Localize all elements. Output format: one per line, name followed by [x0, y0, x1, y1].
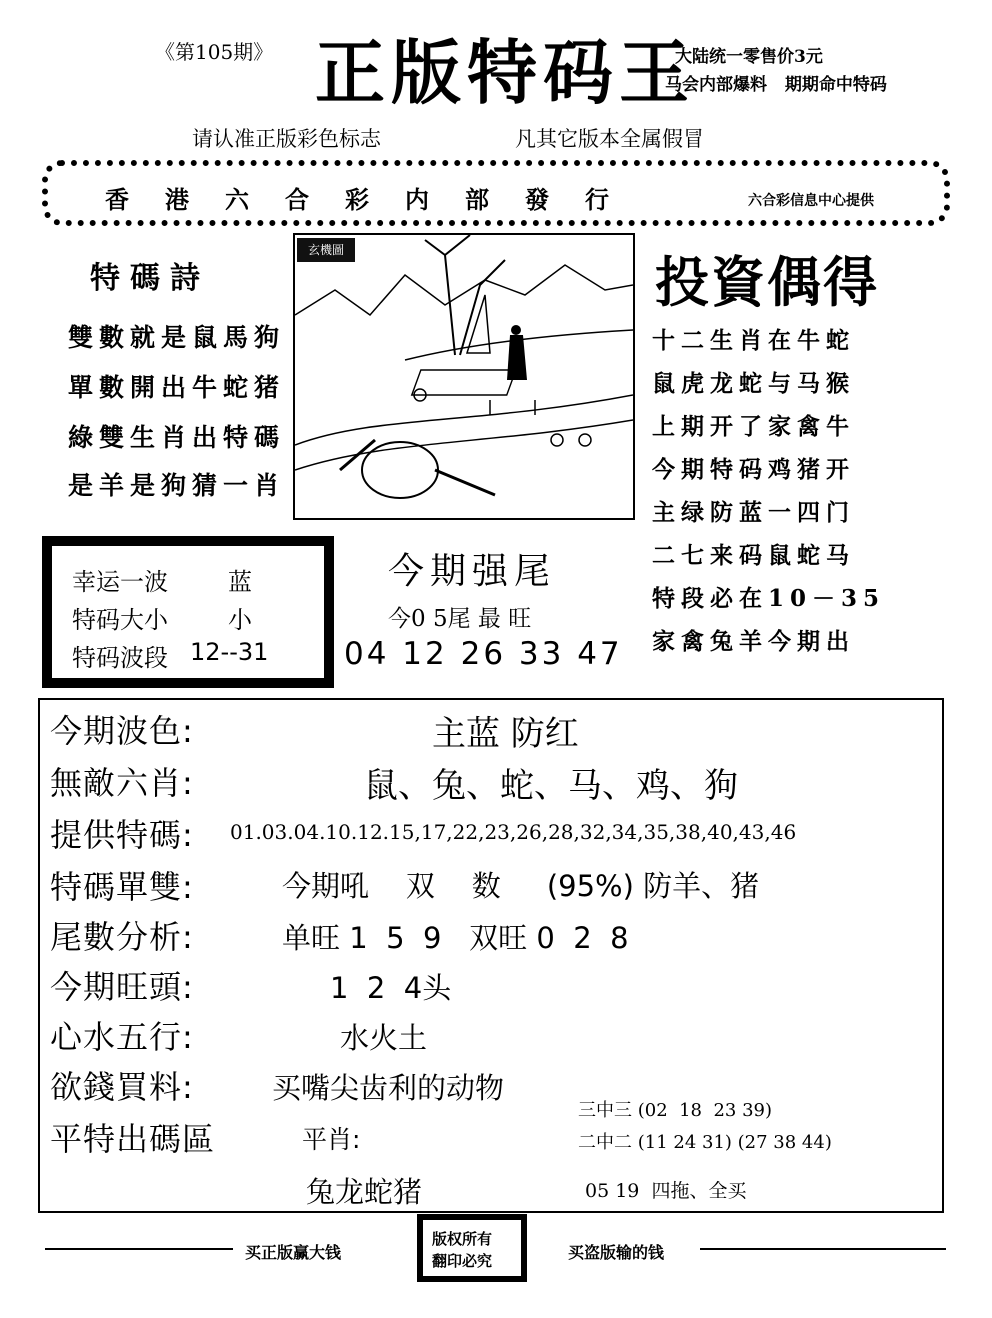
tip-line: 今期特码鸡猪开 [652, 456, 855, 483]
strong-tail-numbers: 04 12 26 33 47 [344, 636, 623, 672]
wave-value: 主蓝 防红 [432, 714, 579, 754]
lucky-value: 小 [228, 606, 252, 634]
page-title: 正版特码王 [315, 31, 695, 114]
odd-even-value: 今期吼 双 数 (95%) 防羊、猪 [282, 869, 760, 903]
poem-title: 特碼詩 [90, 261, 210, 296]
flat-zone-label: 平特出碼區 [50, 1120, 216, 1158]
six-animals-value: 鼠、兔、蛇、马、鸡、狗 [364, 766, 738, 806]
lucky-label: 特码波段 [72, 644, 168, 672]
tail-analysis-label: 尾數分析: [50, 918, 194, 956]
tail-analysis-value: 单旺 1 5 9 双旺 0 2 8 [282, 921, 629, 955]
flat-animal-label: 平肖: [302, 1125, 361, 1154]
lucky-value: 12--31 [190, 638, 269, 666]
tip-line: 家禽兔羊今期出 [652, 628, 855, 655]
element-value: 水火土 [340, 1021, 428, 1055]
tip-line: 鼠虎龙蛇与马猴 [652, 370, 855, 397]
banner-subtext: 六合彩信息中心提供 [748, 193, 874, 209]
footer-divider-right [700, 1248, 946, 1250]
issue-number: 《第105期》 [155, 40, 274, 64]
head-label: 今期旺頭: [50, 968, 194, 1006]
riddle-illustration [293, 233, 635, 520]
tip-line: 二七来码鼠蛇马 [652, 542, 855, 569]
element-label: 心水五行: [50, 1018, 194, 1056]
tip-line: 特段必在10－35 [652, 585, 886, 612]
flat-animal-value: 兔龙蛇猪 [306, 1175, 423, 1209]
lucky-value: 蓝 [228, 568, 252, 596]
tip-line: 上期开了家禽牛 [652, 413, 855, 440]
poem-line: 單數開出牛蛇猪 [68, 373, 286, 402]
footer-left-text: 买正版赢大钱 [245, 1243, 342, 1262]
three-of-three: 三中三 (02 18 23 39) [578, 1100, 772, 1121]
four-drag: 05 19 四拖、全买 [585, 1180, 747, 1202]
invest-title: 投資偶得 [655, 251, 879, 314]
poem-line: 雙數就是鼠馬狗 [68, 323, 286, 352]
tip-line: 主绿防蓝一四门 [652, 499, 855, 526]
banner-text: 香港六合彩内部發行 [105, 185, 645, 214]
notice-left: 请认准正版彩色标志 [192, 127, 381, 151]
copyright-line-1: 版权所有 [432, 1230, 493, 1248]
illustration-tag: 玄機圖 [297, 238, 355, 262]
notice-right: 凡其它版本全属假冒 [515, 127, 704, 151]
codes-value: 01.03.04.10.12.15,17,22,23,26,28,32,34,35,38,40,43,46 [230, 820, 797, 844]
buy-label: 欲錢買料: [50, 1068, 194, 1106]
landscape-icon [295, 235, 633, 518]
two-of-two: 二中二 (11 24 31) (27 38 44) [578, 1132, 832, 1153]
codes-label: 提供特碼: [50, 816, 194, 854]
six-animals-label: 無敵六肖: [50, 764, 194, 802]
strong-tail-sub: 今0 5尾 最 旺 [388, 606, 532, 632]
head-value: 1 2 4头 [330, 971, 452, 1005]
footer-divider-left [45, 1248, 233, 1250]
odd-even-label: 特碼單雙: [50, 868, 194, 906]
copyright-line-2: 翻印必究 [432, 1252, 493, 1270]
price-text: 大陆统一零售价3元 [675, 47, 823, 67]
tip-line: 十二生肖在牛蛇 [652, 327, 855, 354]
poem-line: 綠雙生肖出特碼 [68, 423, 286, 452]
lucky-label: 特码大小 [72, 606, 168, 634]
footer-right-text: 买盗版输的钱 [568, 1243, 665, 1262]
wave-label: 今期波色: [50, 712, 194, 750]
strong-tail-title: 今期强尾 [388, 551, 557, 592]
buy-value: 买嘴尖齿利的动物 [272, 1071, 505, 1105]
slogan-text: 马会内部爆料 期期命中特码 [665, 75, 887, 95]
lucky-label: 幸运一波 [72, 568, 168, 596]
poem-line: 是羊是狗猜一肖 [68, 471, 286, 500]
